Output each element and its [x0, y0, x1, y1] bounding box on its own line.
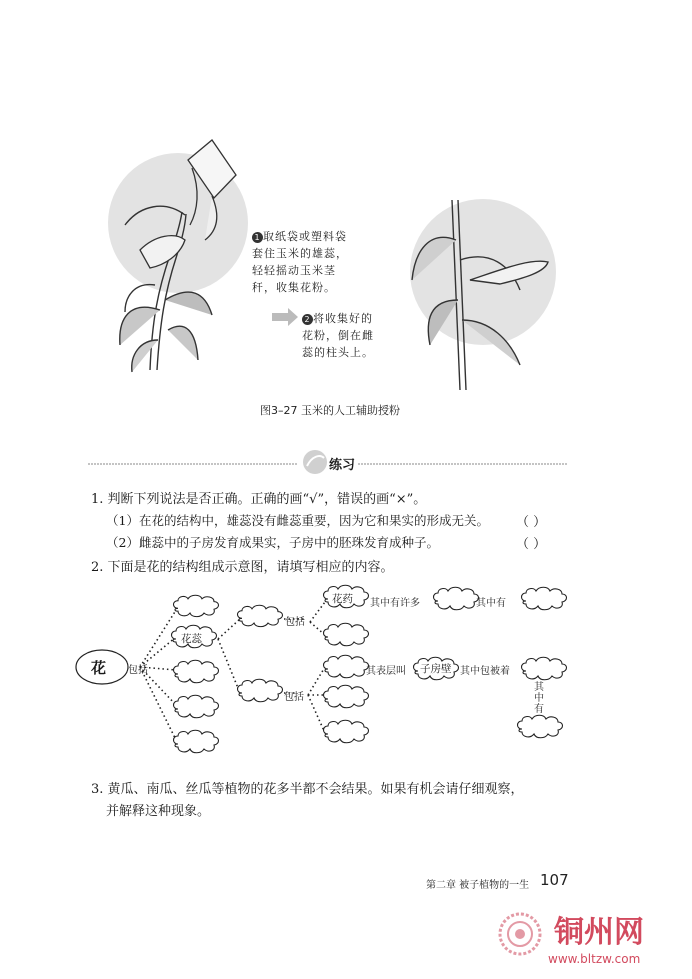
diagram-includes-label: 包括 [128, 665, 148, 676]
blank-cloud-9[interactable] [324, 623, 369, 646]
question-1: 1. 判断下列说法是否正确。正确的画“√”，错误的画“×”。 [91, 492, 427, 507]
blank-cloud-1[interactable] [174, 595, 219, 616]
question-2: 2. 下面是花的结构组成示意图，请填写相应的内容。 [91, 560, 394, 575]
blank-cloud-4[interactable] [174, 695, 219, 718]
diagram-wrapped-label: 其中包被着 [460, 666, 510, 677]
question-1-item-2: （2）雌蕊中的子房发育成果实，子房中的胚珠发育成种子。 [106, 535, 439, 550]
diagram-includes-label-2: 包括 [285, 617, 305, 628]
diagram-root-label: 花 [91, 659, 107, 677]
diagram-anther-label: 花药 [332, 593, 353, 605]
diagram-outer-layer-label: 其表层叫 [366, 666, 406, 677]
question-1-item-1: （1）在花的结构中，雄蕊没有雌蕊重要，因为它和果实的形成无关。 [106, 513, 489, 528]
diagram-ovary-wall-label: 子房壁 [420, 663, 452, 675]
figure-caption: 图3–27 玉米的人工辅助授粉 [260, 404, 400, 417]
question-3-line-1: 3. 黄瓜、南瓜、丝瓜等植物的花多半都不会结果。如果有机会请仔细观察， [91, 782, 524, 797]
blank-cloud-11[interactable] [324, 685, 369, 708]
diagram-stamen-label: 花蕊 [181, 633, 202, 645]
diagram-includes-label-3: 包括 [284, 692, 304, 703]
step-2-line-1: 将收集好的 [313, 312, 373, 325]
section-header-decoration [88, 448, 568, 478]
question-3-line-2: 并解释这种现象。 [106, 804, 211, 819]
step-2-line-2: 花粉，倒在雌 [302, 329, 374, 342]
blank-cloud-5[interactable] [174, 730, 219, 753]
step-2-number-icon: 2 [302, 314, 313, 325]
blank-cloud-7[interactable] [238, 679, 283, 702]
blank-cloud-3[interactable] [174, 660, 219, 683]
answer-blank-1[interactable]: （ ） [516, 515, 547, 530]
step-1-number-icon: 1 [252, 232, 263, 243]
blank-cloud-12[interactable] [324, 720, 369, 743]
diagram-contains-label: 其中有 [476, 598, 506, 609]
step-1-line-3: 轻轻摇动玉米茎 [252, 264, 336, 277]
blank-cloud-13[interactable] [434, 587, 479, 610]
watermark-site-name: 铜州网 [554, 915, 644, 950]
section-title: 练习 [329, 458, 356, 473]
pollination-step-1-note [252, 228, 348, 296]
blank-cloud-6[interactable] [238, 605, 283, 626]
watermark-site-url: www.bltzw.com [548, 952, 641, 966]
blank-cloud-14[interactable] [522, 587, 567, 610]
pollination-step-2-note [302, 310, 374, 361]
blank-cloud-10[interactable] [324, 655, 369, 678]
answer-blank-2[interactable]: （ ） [516, 537, 547, 552]
step-1-line-2: 套住玉米的雄蕊， [252, 247, 348, 260]
step-2-line-3: 蕊的柱头上。 [302, 346, 374, 359]
chapter-footer: 第二章 被子植物的一生 [426, 880, 530, 891]
diagram-vertical-contains-label: 其 中 有 [534, 682, 544, 715]
blank-cloud-16[interactable] [522, 657, 567, 680]
diagram-contains-many-label: 其中有许多 [370, 598, 420, 609]
watermark-seal-icon [496, 910, 544, 958]
page-number: 107 [540, 871, 569, 889]
arrow-icon [272, 308, 298, 326]
blank-cloud-17[interactable] [518, 715, 563, 738]
step-1-line-1: 取纸袋或塑料袋 [263, 230, 347, 243]
step-1-line-4: 秆，收集花粉。 [252, 281, 336, 294]
